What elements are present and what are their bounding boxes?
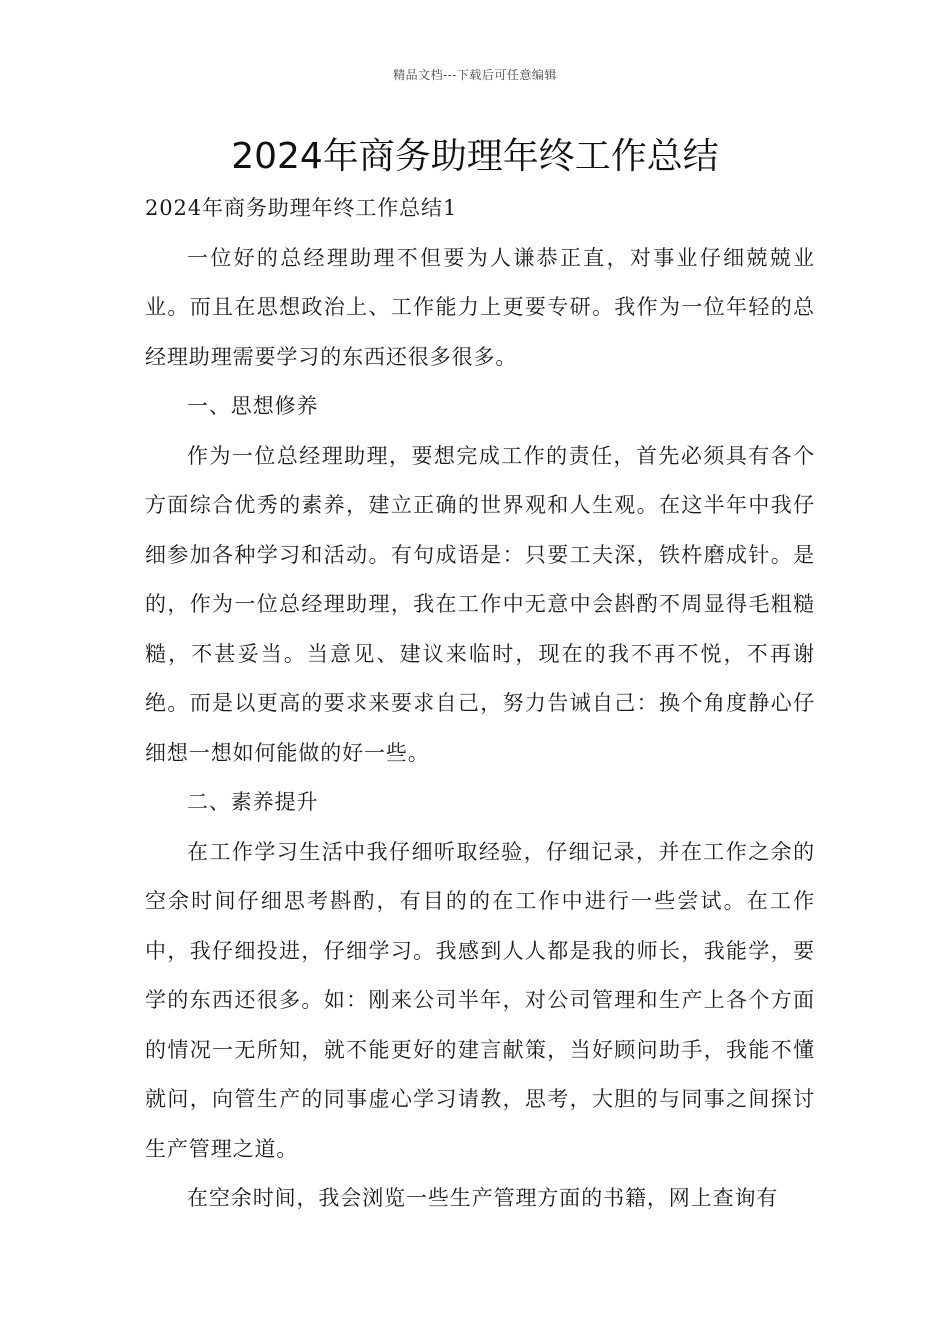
body-paragraph: 一位好的总经理助理不但要为人谦恭正直，对事业仔细兢兢业业。而且在思想政治上、工作能力上更要专研。我作为一位年轻的总经理助理需要学习的东西还很多很多。 xyxy=(145,245,815,369)
subtitle-paragraph: 2024年商务助理年终工作总结1 xyxy=(145,196,458,220)
body-paragraph: 作为一位总经理助理，要想完成工作的责任，首先必须具有各个方面综合优秀的素养，建立正确的世界观和人生观。在这半年中我仔细参加各种学习和活动。有句成语是：只要工夫深，铁杵磨成针。是的，作为一位总经理助理，我在工作中无意中会斟酌不周显得毛粗糙糙，不甚妥当。当意见、建议来临时，现在的我不再不悦，不再谢绝。而是以更高的要求来要求自己，努力告诫自己：换个角度静心仔细想一想如何能做的好一些。 xyxy=(145,443,815,765)
header-note: 精品文档---下载后可任意编辑 xyxy=(393,68,557,82)
section-heading: 二、素养提升 xyxy=(187,790,319,814)
document-title: 2024年商务助理年终工作总结 xyxy=(231,136,719,177)
body-paragraph: 在空余时间，我会浏览一些生产管理方面的书籍，网上查询有 xyxy=(187,1186,779,1210)
section-heading: 一、思想修养 xyxy=(187,394,319,418)
body-paragraph: 在工作学习生活中我仔细听取经验，仔细记录，并在工作之余的空余时间仔细思考斟酌，有目的的在工作中进行一些尝试。在工作中，我仔细投进，仔细学习。我感到人人都是我的师长，我能学，要学的东西还很多。如：刚来公司半年，对公司管理和生产上各个方面的情况一无所知，就不能更好的建言献策，当好顾问助手，我能不懂就问，向管生产的同事虚心学习请教，思考，大胆的与同事之间探讨生产管理之道。 xyxy=(145,839,815,1161)
document-body xyxy=(145,184,815,1224)
